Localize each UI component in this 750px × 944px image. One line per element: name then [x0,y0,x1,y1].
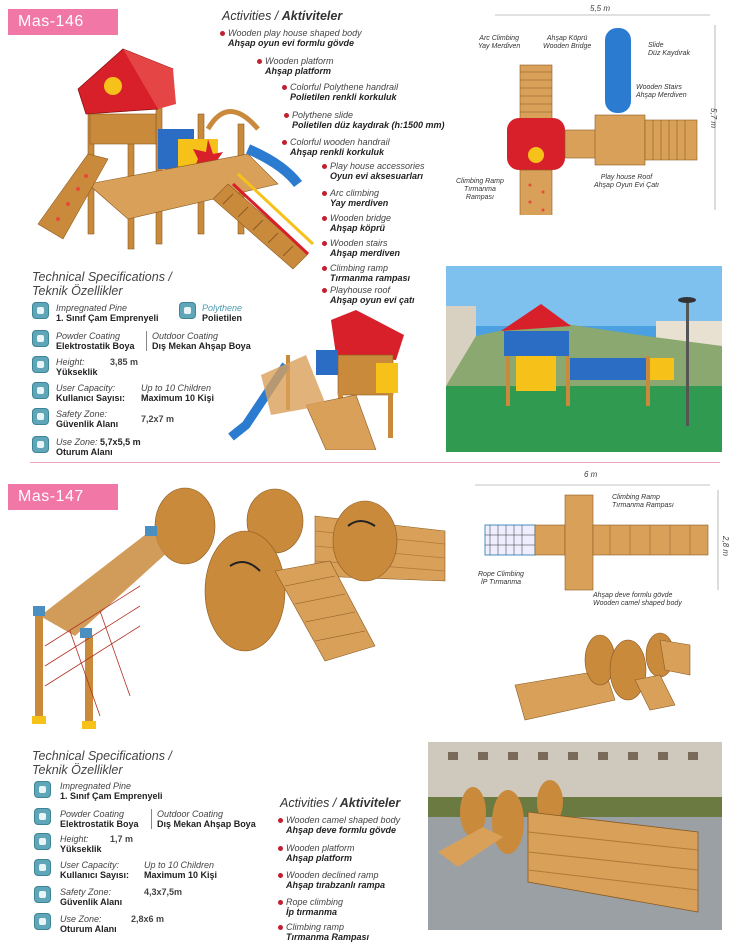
mas146-spec-safety: Safety Zone: Güvenlik Alanı [56,409,119,429]
plan-label-rope: Rope Climbing İP Tırmanma [478,571,524,586]
bullet-icon [322,216,327,221]
plan-label-ramp147: Climbing Ramp Tırmanma Rampası [612,494,674,509]
mas147-dim-width: 6 m [584,470,598,479]
plan-label-roof: Play house Roof Ahşap Oyun Evi Çatı [594,174,659,189]
mas146-dim-width: 5,5 m [590,4,611,13]
mas146-spec-pine: Impregnated Pine 1. Sınıf Çam Emprenyeli [56,303,159,323]
mas146-photo [446,266,722,452]
capacity-icon [32,382,49,399]
mas147-spec-powder: Powder Coating Elektrostatik Boya [60,809,139,829]
bullet-icon [278,846,283,851]
plan-label-ramp: Climbing Ramp Tırmanma Rampası [456,178,504,201]
bullet-icon [257,59,262,64]
plan-label-stairs: Wooden Stairs Ahşap Merdiven [636,84,687,99]
capacity-icon [34,859,51,876]
mas147-spec-capacity: User Capacity: Kullanıcı Sayısı: [60,860,130,880]
mas147-side-illustration [510,625,695,730]
polythene-icon [179,302,196,319]
plan-label-slide: Slide Düz Kaydırak [648,42,691,57]
mas146-spec-use: Use Zone: 5,7x5,5 m Oturum Alanı [56,437,141,457]
mas146-activity: Playhouse roof Ahşap oyun evi çatı [322,285,415,305]
mas147-spec-title: Technical Specifications / Teknik Özellikler [32,749,172,777]
mas146-activity: Colorful wooden handrail Ahşap renkli korkuluk [282,137,390,157]
mas147-spec-height-value: 1,7 m [110,834,134,844]
mas147-spec-use: Use Zone: Oturum Alanı [60,914,117,934]
powder-coating-icon [34,808,51,825]
mas147-activity: Climbing ramp Tırmanma Rampası [278,922,369,942]
product-tag-mas146: Mas-146 [8,9,118,35]
mas146-spec-capacity-value: Up to 10 Children Maximum 10 Kişi [141,383,215,403]
mas147-spec-outdoor: Outdoor Coating Dış Mekan Ahşap Boya [151,809,256,829]
mas147-photo [428,742,722,930]
mas146-activity: Wooden play house shaped body Ahşap oyun evi formlu gövde [220,28,362,48]
plan-label-body: Ahşap deve formlu gövde Wooden camel shaped body [593,592,682,607]
mas147-spec-pine: Impregnated Pine 1. Sınıf Çam Emprenyeli [60,781,163,801]
mas146-spec-title: Technical Specifications / Teknik Özellikler [32,270,172,298]
mas147-spec-safety-value: 4,3x7,5m [144,887,183,897]
mas146-activity: Wooden bridge Ahşap köprü [322,213,391,233]
mas146-activity: Wooden stairs Ahşap merdiven [322,238,400,258]
bullet-icon [278,873,283,878]
plan-label-bridge: Ahşap Köprü Wooden Bridge [543,35,592,50]
mas147-activity: Wooden declined ramp Ahşap tırabzanlı rampa [278,870,385,890]
mas146-spec-outdoor: Outdoor Coating Dış Mekan Ahşap Boya [146,331,251,351]
use-zone-icon [34,913,51,930]
pine-icon [32,302,49,319]
mas147-activity: Rope climbing İp tırmanma [278,897,343,917]
bullet-icon [282,85,287,90]
mas146-spec-height-value: 3,85 m [110,357,139,367]
height-icon [32,356,49,373]
mas146-dim-height: 5,7 m [709,108,718,129]
mas147-dim-height: 2,8 m [721,536,730,557]
bullet-icon [322,266,327,271]
bullet-icon [278,925,283,930]
mas146-activity: Colorful Polythene handrail Polietilen renkli korkuluk [282,82,398,102]
bullet-icon [220,31,225,36]
mas147-spec-capacity-value: Up to 10 Children Maximum 10 Kişi [144,860,218,880]
mas146-activity: Arc climbing Yay merdiven [322,188,388,208]
mas147-spec-use-value: 2,8x6 m [131,914,165,924]
mas146-spec-capacity: User Capacity: Kullanıcı Sayısı: [56,383,126,403]
mas146-activity: Wooden platform Ahşap platform [257,56,334,76]
bullet-icon [278,818,283,823]
mas146-spec-safety-value: 7,2x7 m [141,414,175,424]
bullet-icon [322,241,327,246]
product-tag-mas147: Mas-147 [8,484,118,510]
mas146-activities-title: Activities / Aktiviteler [222,9,343,23]
mas146-spec-poly: Polythene Polietilen [202,303,243,323]
bullet-icon [322,164,327,169]
mas147-spec-height: Height: Yükseklik [60,834,102,854]
safety-zone-icon [32,408,49,425]
mas146-activity: Play house accessories Oyun evi aksesuarları [322,161,425,181]
bullet-icon [322,288,327,293]
pine-icon [34,781,51,798]
bullet-icon [322,191,327,196]
powder-coating-icon [32,330,49,347]
safety-zone-icon [34,886,51,903]
mas146-activity: Polythene slide Polietilen düz kaydırak (h:1500 mm) [284,110,445,130]
section-divider [30,462,720,463]
mas147-activity: Wooden platform Ahşap platform [278,843,355,863]
mas146-spec-height: Height: Yükseklik [56,357,98,377]
bullet-icon [278,900,283,905]
height-icon [34,833,51,850]
mas147-activity: Wooden camel shaped body Ahşap deve formlu gövde [278,815,400,835]
mas146-spec-powder: Powder Coating Elektrostatik Boya [56,331,135,351]
bullet-icon [282,140,287,145]
mas147-activities-title: Activities / Aktiviteler [280,796,401,810]
mas146-activity: Climbing ramp Tırmanma rampası [322,263,410,283]
plan-label-arc: Arc Climbing Yay Merdiven [478,35,521,50]
mas147-spec-safety: Safety Zone: Güvenlik Alanı [60,887,123,907]
use-zone-icon [32,436,49,453]
mas146-side-illustration [226,305,416,450]
mas147-main-illustration [30,486,450,740]
bullet-icon [284,113,289,118]
